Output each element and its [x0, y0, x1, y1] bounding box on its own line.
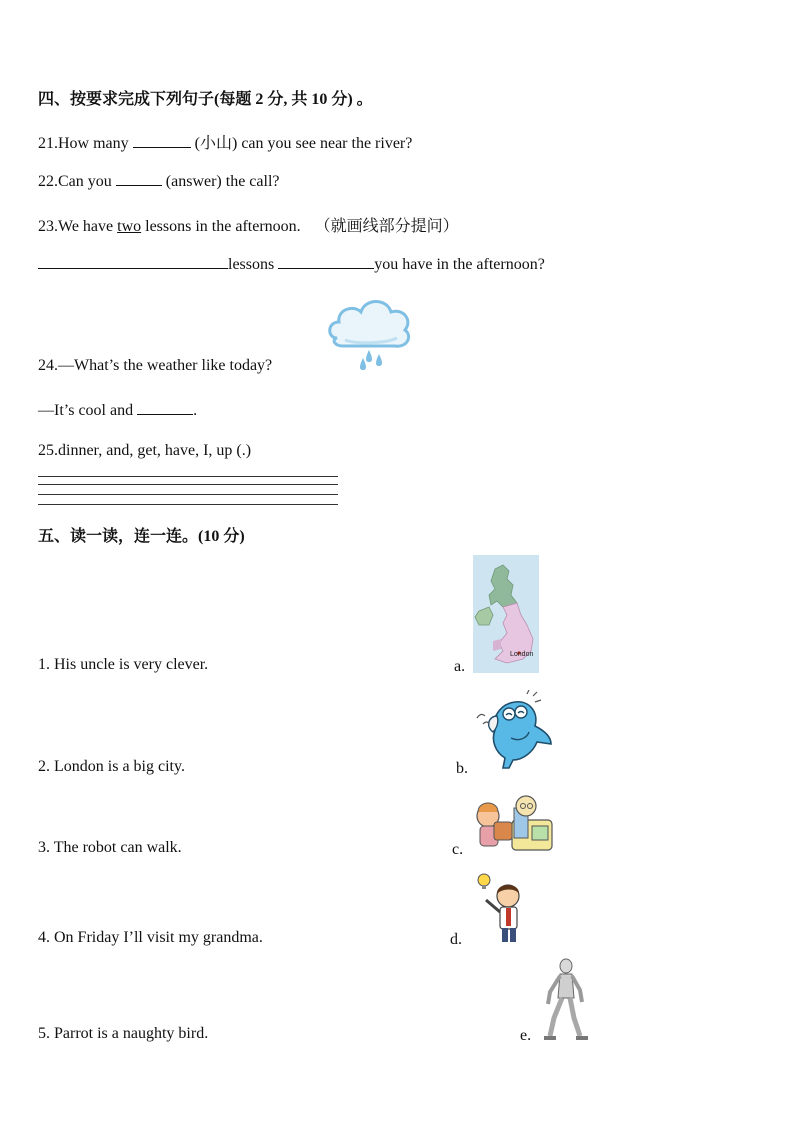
section-5-title: 五、读一读，连一连。(10 分)	[38, 528, 245, 545]
map-label-london: London	[510, 651, 534, 658]
match-item-4: 4. On Friday I’ll visit my grandma.	[38, 929, 263, 946]
question-24-answer: —It’s cool and .	[38, 402, 198, 419]
rain-cloud-icon	[325, 292, 413, 379]
question-23-answer-line: lessons you have in the afternoon?	[38, 254, 545, 274]
question-21: 21.How many (小山) can you see near the river?	[38, 135, 413, 152]
clever-boy-lightbulb-icon[interactable]	[474, 870, 528, 951]
writing-line-2[interactable]	[38, 484, 338, 485]
walking-robot-icon[interactable]	[540, 958, 588, 1047]
option-letter-c: c.	[452, 841, 464, 858]
grandma-in-bed-icon[interactable]	[474, 792, 554, 861]
match-item-5: 5. Parrot is a naughty bird.	[38, 1025, 209, 1042]
question-22: 22.Can you (answer) the call?	[38, 173, 280, 190]
match-item-2: 2. London is a big city.	[38, 758, 185, 775]
option-letter-d: d.	[450, 931, 462, 948]
option-letter-b: b.	[456, 760, 468, 777]
question-24: 24.—What’s the weather like today?	[38, 357, 273, 374]
parrot-icon[interactable]	[475, 690, 553, 775]
uk-map-icon[interactable]	[473, 555, 539, 678]
match-item-3: 3. The robot can walk.	[38, 839, 182, 856]
answer-blank-22[interactable]	[116, 171, 162, 186]
answer-blank-24[interactable]	[137, 400, 193, 415]
option-letter-e: e.	[520, 1027, 532, 1044]
section-4-title: 四、按要求完成下列句子(每题 2 分, 共 10 分) 。	[38, 91, 373, 108]
underlined-word: two	[117, 218, 142, 235]
question-instruction: （就画线部分提问）	[314, 218, 459, 235]
writing-line-4[interactable]	[38, 504, 338, 505]
question-23: 23.We have two lessons in the afternoon. （就画线部分提问）	[38, 218, 459, 235]
question-25: 25.dinner, and, get, have, I, up (.)	[38, 442, 252, 459]
writing-line-1[interactable]	[38, 476, 338, 477]
match-item-1: 1. His uncle is very clever.	[38, 656, 209, 673]
option-letter-a: a.	[454, 658, 466, 675]
answer-blank-23a[interactable]	[38, 254, 228, 269]
writing-line-3[interactable]	[38, 494, 338, 495]
answer-blank-23b[interactable]	[278, 254, 374, 269]
answer-blank-21[interactable]	[133, 133, 191, 148]
